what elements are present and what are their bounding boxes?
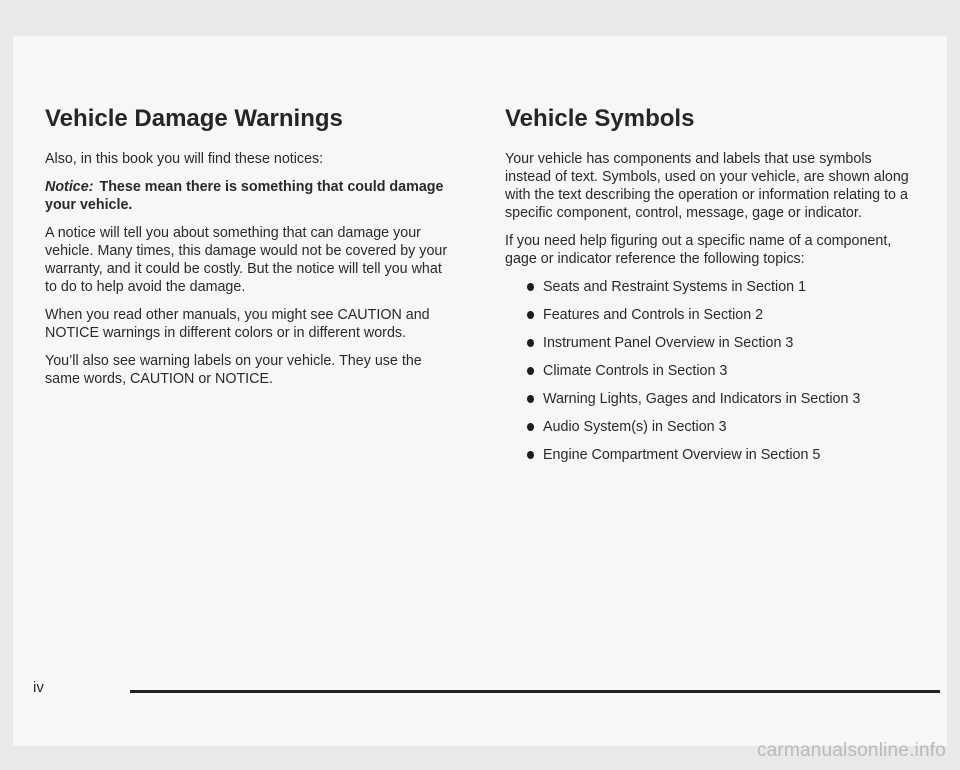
topic-label: Features and Controls in Section 2 <box>543 307 764 323</box>
notice-statement <box>45 178 457 214</box>
bullet-icon <box>527 423 534 431</box>
topic-label: Seats and Restraint Systems in Section 1 <box>543 279 807 295</box>
watermark-text: carmanualsonline.info <box>756 740 946 761</box>
section-heading: Vehicle Symbols <box>505 105 695 132</box>
vehicle-symbols-section <box>505 106 921 474</box>
vehicle-damage-warnings-section <box>45 106 457 398</box>
topic-label: Engine Compartment Overview in Section 5 <box>543 447 821 463</box>
topic-label: Instrument Panel Overview in Section 3 <box>543 335 794 351</box>
topic-label: Climate Controls in Section 3 <box>543 363 728 379</box>
bullet-icon <box>527 451 534 459</box>
topics-list <box>505 278 921 464</box>
bullet-icon <box>527 283 534 291</box>
topic-label: Warning Lights, Gages and Indicators in Section 3 <box>543 391 861 407</box>
bullet-icon <box>527 395 534 403</box>
list-item <box>527 334 921 352</box>
bullet-icon <box>527 311 534 319</box>
paragraph: You’ll also see warning labels on your vehicle. They use the same words, CAUTION or NOTICE. <box>45 353 422 387</box>
paragraph: Your vehicle has components and labels that use symbols instead of text. Symbols, used on your vehicle, are shown along with the text describing the operation or information relating to a specific component, control, message, gage or indicator. <box>505 151 909 221</box>
list-item <box>527 278 921 296</box>
notice-label: Notice: <box>45 179 94 195</box>
paragraph: If you need help figuring out a specific name of a component, gage or indicator reference the following topics: <box>505 233 892 267</box>
footer-divider <box>130 690 940 693</box>
list-item <box>527 390 921 408</box>
topic-label: Audio System(s) in Section 3 <box>543 419 727 435</box>
bullet-icon <box>527 339 534 347</box>
page-number: iv <box>33 679 44 696</box>
list-item <box>527 306 921 324</box>
paragraph: A notice will tell you about something that can damage your vehicle. Many times, this damage would not be covered by your warranty, and it could be costly. But the notice will tell you what to do to help avoid the damage. <box>45 225 448 295</box>
paragraph: When you read other manuals, you might see CAUTION and NOTICE warnings in different colors or in different words. <box>45 307 430 341</box>
section-heading: Vehicle Damage Warnings <box>45 105 343 132</box>
bullet-icon <box>527 367 534 375</box>
list-item <box>527 446 921 464</box>
manual-page <box>13 36 947 746</box>
list-item <box>527 418 921 436</box>
list-item <box>527 362 921 380</box>
intro-text: Also, in this book you will find these notices: <box>45 151 324 167</box>
notice-text: These mean there is something that could damage your vehicle. <box>45 179 444 213</box>
